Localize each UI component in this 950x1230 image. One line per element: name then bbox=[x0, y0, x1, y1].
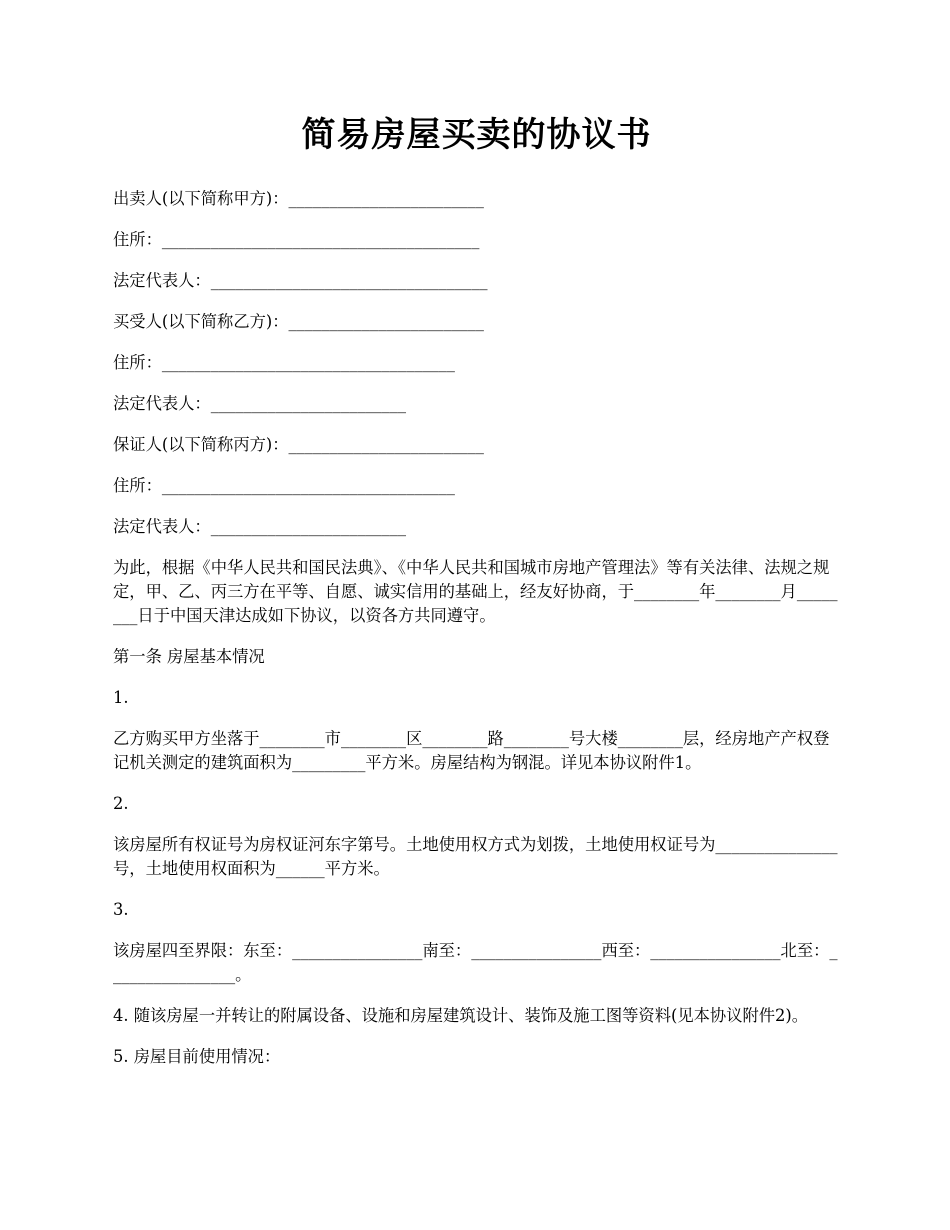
clause-number-2: 2. bbox=[113, 794, 129, 813]
preamble-paragraph: 为此，根据《中华人民共和国民法典》、《中华人民共和国城市房地产管理法》等有关法律、法规之规定，甲、乙、丙三方在平等、自愿、诚实信用的基础上，经友好协商，于________年________月________日于中国天津达成如下协议，以资各方共同遵守。 bbox=[113, 558, 838, 625]
clause-5-text: 5. 房屋目前使用情况： bbox=[113, 1047, 281, 1066]
article-one-heading: 第一条 房屋基本情况 bbox=[113, 647, 265, 666]
clause-4-text: 4. 随该房屋一并转让的附属设备、设施和房屋建筑设计、装饰及施工图等资料(见本协议附件2)。 bbox=[113, 1006, 809, 1025]
agreement-page bbox=[113, 112, 840, 1086]
buyer-name-line: 买受人(以下简称乙方)：________________________ bbox=[113, 312, 484, 331]
clause-number-1: 1. bbox=[113, 688, 129, 707]
buyer-representative-line: 法定代表人：________________________ bbox=[113, 394, 407, 413]
guarantor-address-line: 住所：____________________________________ bbox=[113, 476, 455, 495]
clause-3-text: 该房屋四至界限：东至：________________南至：________________西至：________________北至：________________。 bbox=[113, 941, 838, 984]
clause-2-text: 该房屋所有权证号为房权证河东字第号。土地使用权方式为划拨，土地使用权证号为_______________号，土地使用权面积为______平方米。 bbox=[113, 835, 838, 878]
clause-1-text: 乙方购买甲方坐落于________市________区________路________号大楼________层，经房地产产权登记机关测定的建筑面积为_________平方米。房屋结构为钢混。详见本协议附件1。 bbox=[113, 729, 830, 772]
seller-representative-line: 法定代表人：__________________________________ bbox=[113, 271, 488, 290]
buyer-address-line: 住所：____________________________________ bbox=[113, 353, 455, 372]
clause-number-3: 3. bbox=[113, 900, 129, 919]
seller-name-line: 出卖人(以下简称甲方)：________________________ bbox=[113, 189, 484, 208]
guarantor-representative-line: 法定代表人：________________________ bbox=[113, 517, 407, 536]
seller-address-line: 住所：_______________________________________ bbox=[113, 230, 480, 249]
guarantor-name-line: 保证人(以下简称丙方)：________________________ bbox=[113, 435, 484, 454]
document-title: 简易房屋买卖的协议书 bbox=[301, 115, 652, 155]
